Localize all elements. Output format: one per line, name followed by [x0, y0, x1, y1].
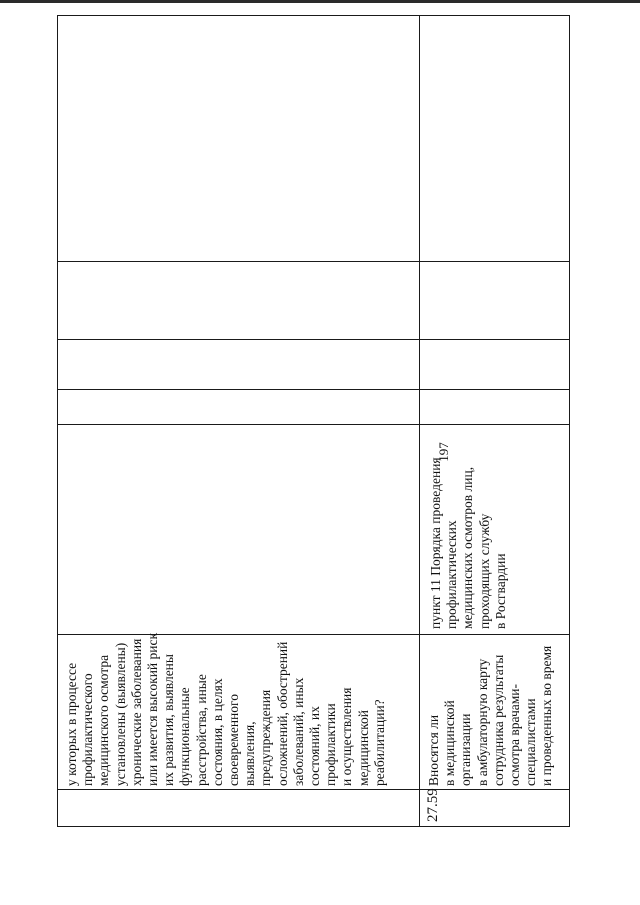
question-cell: Вносятся ли в медицинской организации в амбулаторную карту сотрудника результаты осмотра врачами- специалистами и проведенных во время [420, 635, 570, 790]
not-applicable-cell [420, 262, 570, 340]
not-applicable-cell [58, 262, 420, 340]
page-number: 197 [436, 442, 451, 462]
answer-no-cell [420, 340, 570, 390]
table-row [58, 16, 420, 827]
question-cell: у которых в процессе профилактического медицинского осмотра установлены (выявлены) хронические заболевания или имеется высокий риск их развития, выявлены функциональные расстройства, иные состояния, в целях своевременного выявления, предупреждения осложнений, обострений заболеваний, иных состояний, их профилактики и осуществления медицинской реабилитации? [58, 635, 420, 790]
notes-cell [420, 16, 570, 262]
notes-cell [58, 16, 420, 262]
table-row [420, 16, 570, 827]
reference-cell: пункт 11 Порядка проведения профилактических медицинских осмотров лиц, проходящих службу в Росгвардии [420, 425, 570, 635]
row-number-cell [58, 790, 420, 827]
row-number-cell: 27.59 [420, 790, 570, 827]
top-rule [0, 0, 640, 3]
answer-yes-cell [420, 390, 570, 425]
answer-no-cell [58, 340, 420, 390]
reference-cell [58, 425, 420, 635]
table-container [57, 16, 569, 827]
checklist-table [57, 15, 570, 827]
answer-yes-cell [58, 390, 420, 425]
